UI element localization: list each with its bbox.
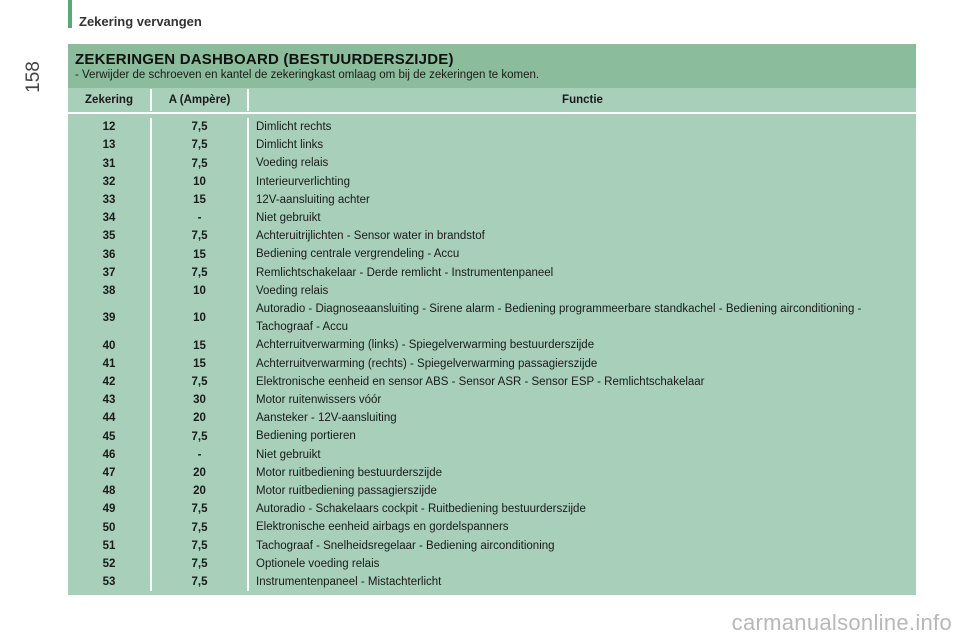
fuse-number: 36 xyxy=(102,248,116,261)
fuse-function: Instrumentenpaneel - Mistachterlicht xyxy=(256,576,442,589)
panel-subtitle: - Verwijder de schroeven en kantel de zekeringkast omlaag om bij de zekeringen te komen. xyxy=(75,69,540,81)
panel-header xyxy=(68,44,916,88)
fuse-number: 38 xyxy=(102,284,116,297)
fuse-amperage: 15 xyxy=(193,248,206,261)
fuse-function: Achterruitverwarming (links) - Spiegelverwarming bestuurderszijde xyxy=(256,339,595,352)
header-amp: A (Ampère) xyxy=(152,89,247,111)
table-row xyxy=(68,573,916,591)
table-row xyxy=(68,391,916,409)
fuse-number: 52 xyxy=(102,557,116,570)
fuse-function: Voeding relais xyxy=(256,157,329,170)
fuse-amperage: 7,5 xyxy=(191,557,208,570)
fuse-number: 31 xyxy=(102,157,116,170)
fuse-amperage: 7,5 xyxy=(191,430,208,443)
table-row xyxy=(68,518,916,536)
fuse-function: Dimlicht links xyxy=(256,139,324,152)
fuse-number: 47 xyxy=(102,466,116,479)
fuse-amperage: 7,5 xyxy=(191,503,208,516)
fuse-function: Aansteker - 12V-aansluiting xyxy=(256,412,397,425)
fuse-function: Optionele voeding relais xyxy=(256,557,380,570)
table-row xyxy=(68,282,916,300)
table-row xyxy=(68,427,916,445)
table-row xyxy=(68,264,916,282)
fuse-panel xyxy=(68,44,916,595)
table-row xyxy=(68,191,916,209)
fuse-number: 37 xyxy=(102,266,116,279)
table-row xyxy=(68,446,916,464)
fuse-number: 49 xyxy=(102,503,116,516)
fuse-function: Niet gebruikt xyxy=(256,212,321,225)
fuse-function: Dimlicht rechts xyxy=(256,121,332,133)
table-row xyxy=(68,555,916,573)
table-row xyxy=(68,464,916,482)
fuse-function: Motor ruitbediening bestuurderszijde xyxy=(256,466,443,479)
fuse-number: 44 xyxy=(102,412,116,425)
fuse-amperage: 7,5 xyxy=(191,230,208,243)
fuse-number: 50 xyxy=(102,521,116,534)
fuse-function: Bediening centrale vergrendeling - Accu xyxy=(256,248,460,261)
table-row xyxy=(68,154,916,172)
fuse-function: Motor ruitbediening passagierszijde xyxy=(256,485,437,498)
table-row xyxy=(68,373,916,391)
fuse-amperage: 7,5 xyxy=(191,139,208,152)
fuse-amperage: 15 xyxy=(193,339,206,352)
fuse-number: 46 xyxy=(102,448,116,461)
fuse-amperage: 7,5 xyxy=(191,521,208,534)
table-row xyxy=(68,409,916,427)
fuse-amperage: 20 xyxy=(193,485,206,498)
fuse-number: 13 xyxy=(102,139,116,152)
table-header xyxy=(68,89,916,111)
fuse-function: Tachograaf - Snelheidsregelaar - Bediening airconditioning xyxy=(256,539,555,552)
fuse-number: 39 xyxy=(102,312,116,325)
fuse-amperage: 10 xyxy=(193,284,206,297)
table-row xyxy=(68,245,916,263)
fuse-function: Achterruitverwarming (rechts) - Spiegelverwarming passagierszijde xyxy=(256,357,598,370)
table-row xyxy=(68,355,916,373)
table-row xyxy=(68,336,916,354)
fuse-amperage: 7,5 xyxy=(191,157,208,170)
fuse-amperage: 10 xyxy=(193,175,206,188)
header-function: Functie xyxy=(249,89,916,111)
fuse-number: 41 xyxy=(102,357,116,370)
fuse-number: 48 xyxy=(102,485,116,498)
fuse-number: 40 xyxy=(102,339,116,352)
fuse-number: 53 xyxy=(102,576,116,589)
fuse-number: 34 xyxy=(102,212,116,225)
fuse-number: 32 xyxy=(102,175,116,188)
section-accent-bar xyxy=(68,0,72,28)
fuse-number: 45 xyxy=(102,430,116,443)
table-row xyxy=(68,118,916,136)
fuse-function: Autoradio - Diagnoseaansluiting - Sirene alarm - Bediening programmeerbare standkachel - Bediening airconditioning - Tachograaf - Accu xyxy=(256,303,862,334)
fuse-function: Elektronische eenheid en sensor ABS - Sensor ASR - Sensor ESP - Remlichtschakelaar xyxy=(256,375,705,388)
table-row xyxy=(68,500,916,518)
fuse-number: 33 xyxy=(102,193,116,206)
table-row xyxy=(68,173,916,191)
table-row xyxy=(68,136,916,154)
fuse-amperage: 10 xyxy=(193,312,206,325)
fuse-number: 42 xyxy=(102,375,116,388)
table-body xyxy=(68,114,916,591)
table-row xyxy=(68,209,916,227)
fuse-amperage: - xyxy=(197,448,202,461)
panel-title: ZEKERINGEN DASHBOARD (BESTUURDERSZIJDE) xyxy=(75,51,454,68)
fuse-amperage: 15 xyxy=(193,193,206,206)
fuse-number: 12 xyxy=(102,121,116,134)
fuse-amperage: - xyxy=(197,212,202,225)
page-number: 158 xyxy=(23,61,44,93)
fuse-function: Autoradio - Schakelaars cockpit - Ruitbediening bestuurderszijde xyxy=(256,503,586,516)
table-row xyxy=(68,482,916,500)
fuse-amperage: 7,5 xyxy=(191,539,208,552)
fuse-amperage: 20 xyxy=(193,412,206,425)
fuse-number: 35 xyxy=(102,230,116,243)
fuse-function: Achteruitrijlichten - Sensor water in brandstof xyxy=(256,230,485,243)
fuse-amperage: 30 xyxy=(193,394,206,407)
fuse-function: Elektronische eenheid airbags en gordelspanners xyxy=(256,521,509,534)
table-row xyxy=(68,300,916,336)
fuse-amperage: 20 xyxy=(193,466,206,479)
fuse-function: Niet gebruikt xyxy=(256,448,321,461)
fuse-amperage: 7,5 xyxy=(191,266,208,279)
fuse-amperage: 15 xyxy=(193,357,206,370)
fuse-function: Bediening portieren xyxy=(256,430,356,443)
fuse-function: Voeding relais xyxy=(256,284,329,297)
fuse-function: 12V-aansluiting achter xyxy=(256,193,370,206)
table-row xyxy=(68,227,916,245)
fuse-amperage: 7,5 xyxy=(191,375,208,388)
section-title: Zekering vervangen xyxy=(79,14,202,29)
header-fuse: Zekering xyxy=(68,89,150,111)
fuse-number: 51 xyxy=(102,539,116,552)
fuse-function: Remlichtschakelaar - Derde remlicht - Instrumentenpaneel xyxy=(256,266,554,279)
fuse-function: Motor ruitenwissers vóór xyxy=(256,394,382,407)
fuse-number: 43 xyxy=(102,394,116,407)
fuse-amperage: 7,5 xyxy=(191,121,208,134)
watermark: carmanualsonline.info xyxy=(731,610,952,635)
fuse-function: Interieurverlichting xyxy=(256,175,350,188)
table-row xyxy=(68,537,916,555)
fuse-amperage: 7,5 xyxy=(191,576,208,589)
